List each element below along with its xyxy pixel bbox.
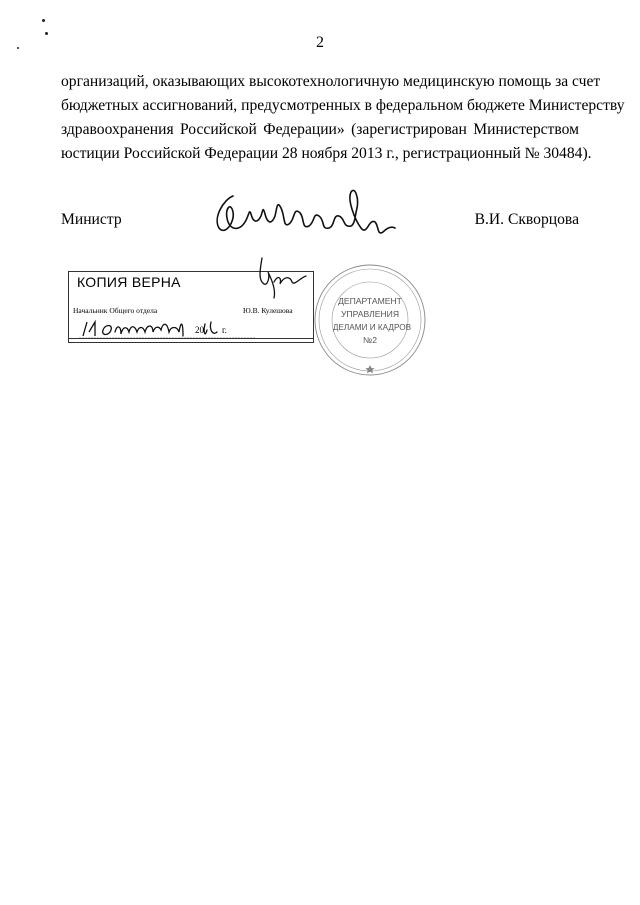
stamp-line: №2 [363,335,377,345]
body-line: юстиции Российской Федерации 28 ноября 2013 г., регистрационный № 30484). [61,145,592,162]
copy-date [79,318,259,340]
minister-signature [205,178,405,250]
copy-title: КОПИЯ ВЕРНА [77,274,181,290]
page-number: 2 [316,34,324,51]
body-line: бюджетных ассигнований, предусмотренных в федеральном бюджете Министерству [61,97,625,114]
stamp-line: ДЕЛАМИ И КАДРОВ [332,323,412,332]
copy-position: Начальник Общего отдела [73,306,158,315]
year-suffix: г. [222,325,227,335]
copy-signer-name: Ю.В. Кулешова [243,306,293,315]
star-icon [366,365,375,373]
body-paragraph [61,70,625,166]
year-prefix: 20 [195,325,204,335]
copy-signature [250,254,310,302]
body-line: организаций, оказывающих высокотехнологичную медицинскую помощь за счет [61,73,601,90]
signatory-name: В.И. Скворцова [474,211,579,228]
round-stamp [312,262,428,378]
stamp-line: ДЕПАРТАМЕНТ [338,296,402,306]
stamp-line: УПРАВЛЕНИЯ [340,309,400,319]
scan-mark [42,19,45,22]
signatory-role: Министр [61,211,122,228]
handwritten-date [79,318,259,340]
body-line: здравоохранения Российской Федерации» (зарегистрирован Министерством [61,121,579,138]
box-divider [69,338,313,339]
